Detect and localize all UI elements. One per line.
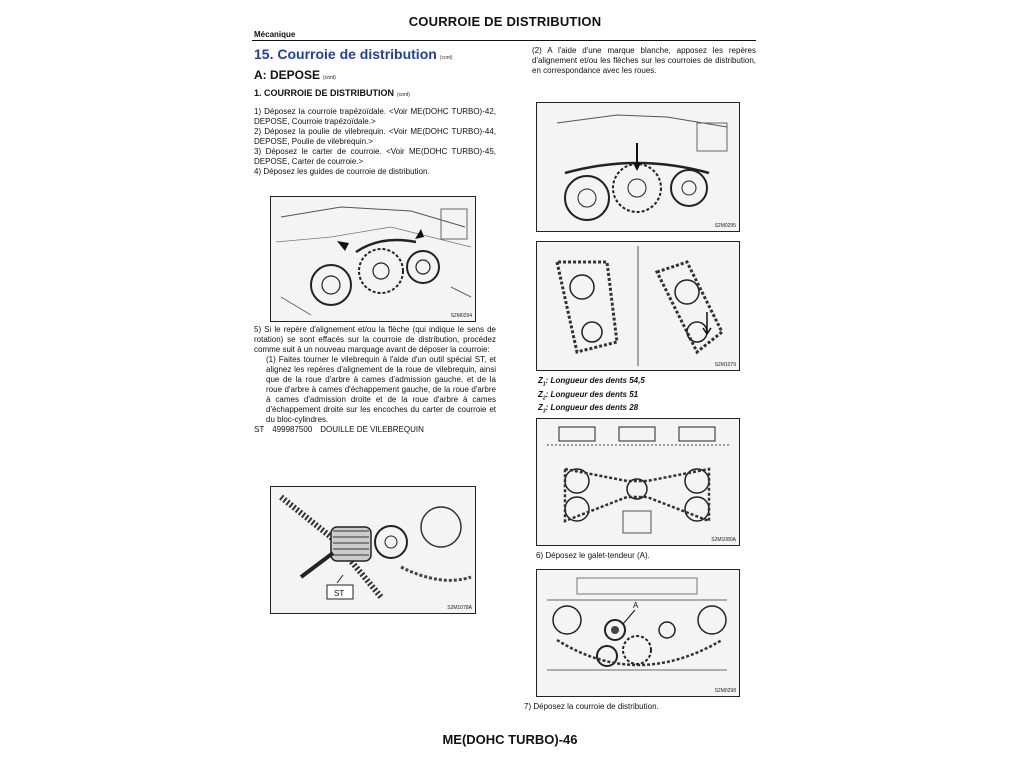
legend-z1: $Z_1$: Longueur des dents 54,5 [538, 376, 645, 388]
step-5: 5) Si le repère d'alignement et/ou la flèche (qui indique le sens de rotation) se sont effacés sur la courroie de distribution, procédez comme suit à un nouveau marquage avant de déposer la courroie: [254, 325, 496, 354]
belt-guides-drawing [271, 197, 475, 321]
figure-tensioner [536, 569, 740, 697]
step-5-1: (1) Faites tourner le vilebrequin à l'aide d'un outil spécial ST, et alignez les repères d'alignement de la roue de vilebrequin, ainsi que de la roue d'arbre à cames d'admission gauche, et de la roue d'arbre à cames d'échappement gauche, de la roue d'arbre à cames d'admission droite et de la roue d'arbre à cames d'échappement droite sur les encoches du carter de courroie et du bloc-cylindres. [266, 355, 496, 424]
figure-crank-socket [270, 486, 476, 614]
subsection-a-title: A: DEPOSE (cont) [254, 68, 336, 82]
figure-st-label: ST [334, 589, 345, 598]
step-6-block [536, 551, 760, 561]
step-7: 7) Déposez la courroie de distribution. [524, 702, 659, 711]
legend-z3: $Z_3$: Longueur des dents 28 [538, 403, 639, 415]
step-1: 1) Déposez la courroie trapézoïdale. <Voir ME(DOHC TURBO)-42, DEPOSE, Courroie trapézoïdale.> [254, 107, 496, 126]
special-tool-number: 499987500 [272, 425, 313, 434]
special-tool-label: ST [254, 425, 265, 434]
marking-drawing [537, 103, 739, 231]
subsection-a-suffix: (cont) [323, 75, 336, 81]
step-5-2: (2) A l'aide d'une marque blanche, apposez les repères d'alignement et/ou les flèches sur les courroies de distribution, en correspondance avec les roues. [532, 46, 756, 75]
step-3: 3) Déposez le carter de courroie. <Voir ME(DOHC TURBO)-45, DEPOSE, Carter de courroie.> [254, 147, 496, 166]
figure-code: S2M0298 [714, 688, 736, 694]
tooth-length-legend [538, 376, 762, 417]
step-7-block [524, 702, 748, 712]
crank-socket-drawing [271, 487, 475, 613]
legend-z2: $Z_2$: Longueur des dents 51 [538, 389, 639, 402]
page-header-section: Mécanique [254, 30, 296, 39]
subsection-1-title: 1. COURROIE DE DISTRIBUTION (cont) [254, 88, 410, 98]
subsection-1-suffix: (cont) [397, 92, 410, 98]
belt-layout-drawing [537, 419, 739, 545]
figure-marking [536, 102, 740, 232]
step-6: 6) Déposez le galet-tendeur (A). [536, 551, 650, 560]
figure-code: S2M0295 [714, 223, 736, 229]
figure-code: S2M0294 [450, 313, 472, 319]
figure-belt-guides [270, 196, 476, 322]
right-column [532, 46, 756, 76]
section-title: 15. Courroie de distribution (cont) [254, 46, 453, 62]
page-header-title: COURROIE DE DISTRIBUTION [408, 14, 602, 29]
special-tool-line [254, 425, 496, 435]
figure-code: S2M1078A [447, 605, 472, 611]
tensioner-label: A [633, 601, 639, 610]
step-4: 4) Déposez les guides de courroie de distribution. [254, 167, 430, 176]
figure-belt-routing [536, 241, 740, 371]
left-column [254, 46, 496, 177]
figure-code: S2M1080A [711, 537, 736, 543]
left-column-lower [254, 325, 496, 435]
tensioner-drawing [537, 570, 739, 696]
belt-routing-drawing [537, 242, 739, 370]
figure-code: S2M1079 [714, 362, 736, 368]
figure-belt-layout [536, 418, 740, 546]
section-title-suffix: (cont) [439, 55, 453, 61]
step-2: 2) Déposez la poulie de vilebrequin. <Voir ME(DOHC TURBO)-44, DEPOSE, Poulie de vilebrequin.> [254, 127, 496, 146]
special-tool-name: DOUILLE DE VILEBREQUIN [320, 425, 424, 434]
header-divider [252, 40, 756, 41]
page-number: ME(DOHC TURBO)-46 [442, 732, 578, 747]
